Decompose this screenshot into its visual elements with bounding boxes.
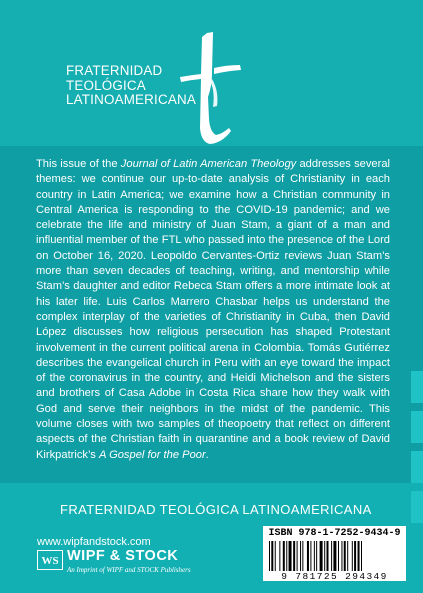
organization-name: FRATERNIDAD TEOLÓGICA LATINOAMERICANA (60, 502, 372, 517)
barcode-bar (269, 541, 270, 571)
logo-line: TEOLÓGICA (66, 77, 146, 93)
website-link[interactable]: www.wipfandstock.com (37, 536, 151, 548)
barcode-bar (341, 541, 342, 571)
edge-strip (411, 371, 423, 403)
logo-line: FRATERNIDAD (66, 63, 163, 78)
barcode-bar (324, 541, 325, 571)
journal-title: Journal of Latin American Theology (120, 158, 297, 170)
barcode (263, 526, 406, 581)
description-part: . (205, 448, 209, 461)
barcode-bar (286, 541, 287, 571)
isbn-label: ISBN 978-1-7252-9434-9 (268, 528, 401, 539)
barcode-bar (358, 541, 360, 571)
barcode-bar (331, 541, 332, 571)
barcode-bar (354, 541, 356, 571)
description-part: This issue of the (36, 158, 121, 170)
imprint-text: An Imprint of WIPF and STOCK Publishers (67, 566, 191, 574)
barcode-bar (327, 541, 329, 571)
barcode-bar (352, 541, 353, 571)
barcode-bar (333, 541, 336, 571)
barcode-bar (344, 541, 346, 571)
edge-strip (411, 491, 423, 523)
barcode-bars (269, 541, 400, 571)
publisher-name: WIPF & STOCK (67, 548, 179, 564)
barcode-digits: 9 781725 294349 (281, 571, 388, 582)
barcode-bar (271, 541, 273, 571)
barcode-bar (297, 541, 298, 571)
barcode-bar (302, 541, 303, 571)
logo-line: LATINOAMERICANA (66, 92, 196, 107)
barcode-bar (275, 541, 276, 571)
barcode-bar (300, 541, 301, 571)
barcode-bar (293, 541, 295, 571)
barcode-bar (347, 541, 348, 571)
barcode-bar (279, 541, 280, 571)
barcode-bar (283, 541, 285, 571)
edge-strip (411, 451, 423, 483)
book-title: A Gospel for the Poor (98, 448, 206, 461)
barcode-bar (338, 541, 339, 571)
barcode-bar (307, 541, 309, 571)
barcode-bar (316, 541, 317, 571)
barcode-bar (320, 541, 323, 571)
barcode-bar (289, 541, 292, 571)
description-part: addresses several themes: we continue our up-to-date analysis of Christianity in each country in Latin America; we examine how a Christian community in Central America is responding to the COVID-19 pandemic; and we celebrate the life and ministry of Juan Stam, a giant of a man and influential member of the FTL who passed into the presence of the Lord on October 16, 2020. Leopoldo Cervantes-Ortiz reviews Juan Stam’s more than seven decades of teaching, writing, and mentorship while Stam’s daughter and editor Rebeca Stam offers a more intimate look at his later life. Luis Carlos Marrero Chasbar helps us understand the complex interplay of the varieties of Christianity in Cuba, then David López discusses how religious persecution has shaped Protestant involvement in the current political arena in Colombia. Tomás Gutiérrez describes the evangelical church in Peru with an eye toward the impact of the coronavirus in the country, and Heidi Michelson and the sisters and brothers of Casa Adobe in Costa Rica share how they walk with God and serve their neighbors in the midst of the pandemic. This volume closes with two samples of theopoetry that reflect on different aspects of the Christian faith in quarantine and a book review of David Kirkpatrick’s (36, 158, 391, 461)
publisher-logo-icon: WS (37, 550, 63, 570)
description-text (36, 157, 390, 463)
barcode-bar (314, 541, 315, 571)
barcode-bar (310, 541, 311, 571)
cross-t-icon (174, 31, 246, 149)
edge-strip (411, 411, 423, 443)
barcode-bar (361, 541, 362, 571)
